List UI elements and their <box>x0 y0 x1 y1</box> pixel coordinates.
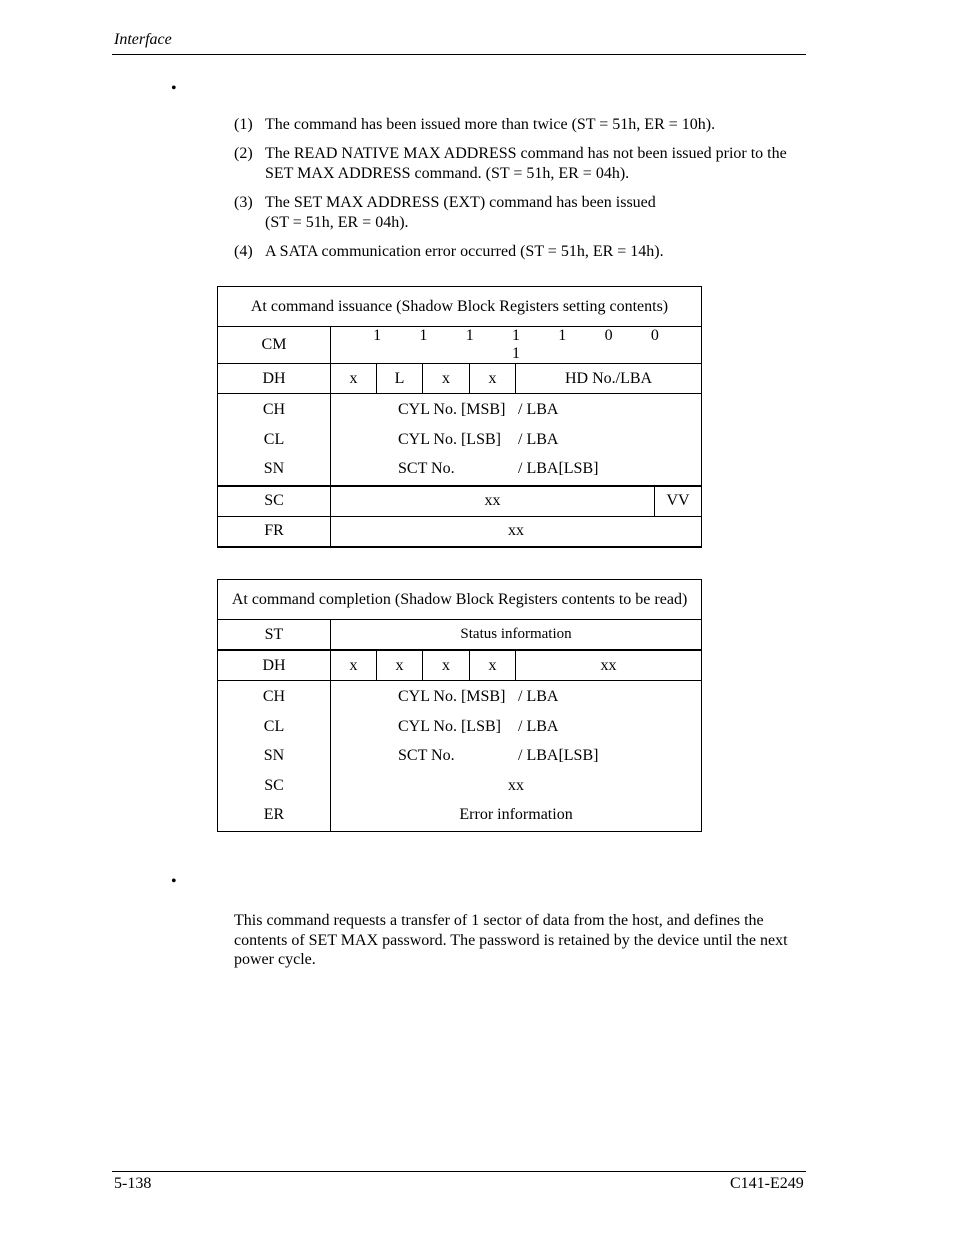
dh-bit: x <box>470 364 516 394</box>
dh-bit: x <box>423 364 470 394</box>
footer-rule <box>112 1171 806 1172</box>
list-item: (2) The READ NATIVE MAX ADDRESS command has not been issued prior to the SET MAX ADDRESS command. (ST = 51h, ER = 04h). <box>234 145 787 182</box>
page-number: 5-138 <box>114 1175 152 1192</box>
cm-bits <box>331 327 702 364</box>
table-title: At command issuance (Shadow Block Registers setting contents) <box>218 287 702 327</box>
register-values-stack: CYL No. [MSB] / LBA CYL No. [LSB] / LBA SCT No. / LBA[LSB] xx Error information <box>331 681 702 832</box>
register-table-issuance <box>217 286 702 548</box>
bullet-marker: • <box>171 80 177 97</box>
register-label-st: ST <box>218 620 331 651</box>
sc-tail: VV <box>655 486 702 517</box>
dh-bit: L <box>377 364 423 394</box>
dh-bit: x <box>331 650 377 681</box>
bit-value: 1 <box>465 327 474 344</box>
bit-value: 1 <box>419 327 428 344</box>
register-label-dh: DH <box>218 650 331 681</box>
bit-value: 1 <box>512 345 520 362</box>
list-item: (4) A SATA communication error occurred (ST = 51h, ER = 14h). <box>234 243 664 260</box>
register-table-completion <box>217 579 702 832</box>
document-number: C141-E249 <box>730 1175 804 1192</box>
bit-value: 1 <box>558 327 567 344</box>
register-label-dh: DH <box>218 364 331 394</box>
dh-bit: x <box>423 650 470 681</box>
sc-value: xx <box>331 486 655 517</box>
sc-value: xx <box>508 776 525 794</box>
register-values-stack: CYL No. [MSB] / LBA CYL No. [LSB] / LBA SCT No. / LBA[LSB] <box>331 394 702 486</box>
list-item: (1) The command has been issued more than twice (ST = 51h, ER = 10h). <box>234 116 716 133</box>
register-labels-stack: CH CL SN SC ER <box>218 681 331 832</box>
description-paragraph: This command requests a transfer of 1 sector of data from the host, and defines the contents of SET MAX password. The password is retained by the device until the next power cycle. <box>234 912 788 968</box>
dh-bit: x <box>331 364 377 394</box>
table-title: At command completion (Shadow Block Registers contents to be read) <box>218 580 702 620</box>
list-item: (3) The SET MAX ADDRESS (EXT) command has been issued (ST = 51h, ER = 04h). <box>234 194 656 231</box>
bullet-marker: • <box>171 873 177 890</box>
error-information: Error information <box>459 806 573 823</box>
st-value: Status information <box>331 620 702 651</box>
register-label-fr: FR <box>218 516 331 547</box>
dh-head-number: HD No./LBA <box>516 364 702 394</box>
dh-tail: xx <box>516 650 702 681</box>
bit-value: 0 <box>650 327 659 344</box>
bit-value: 1 <box>512 327 520 344</box>
running-header: Interface <box>114 31 172 48</box>
bit-value: 1 <box>373 327 382 344</box>
fr-value: xx <box>331 516 702 547</box>
dh-bit: x <box>377 650 423 681</box>
bit-value: 0 <box>604 327 613 344</box>
register-label-sc: SC <box>218 486 331 517</box>
dh-bit: x <box>470 650 516 681</box>
register-labels-stack: CH CL SN <box>218 394 331 486</box>
header-rule <box>112 54 806 55</box>
register-label-cm: CM <box>218 327 331 364</box>
